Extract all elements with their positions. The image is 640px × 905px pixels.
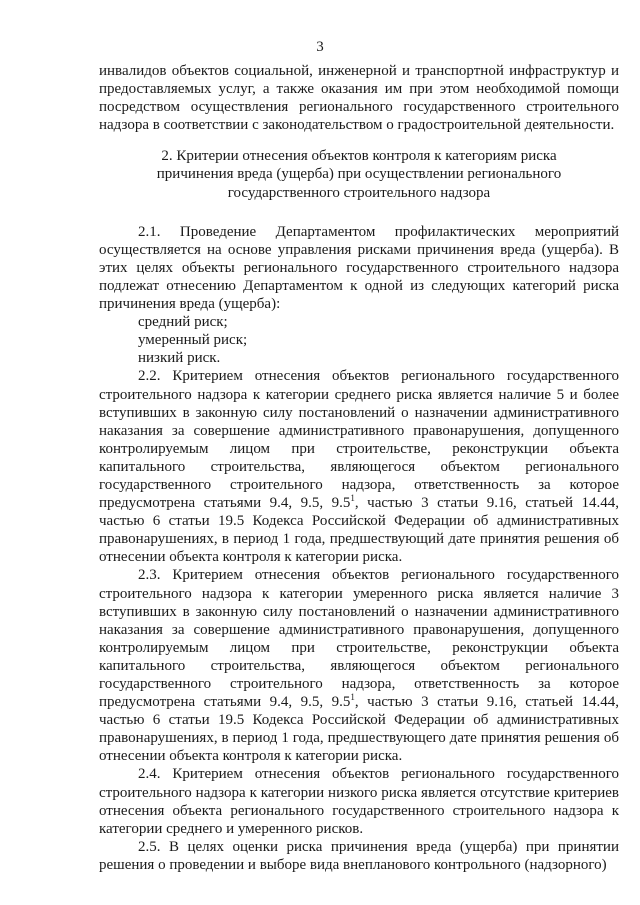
- risk-category-moderate: умеренный риск;: [138, 332, 248, 349]
- page-number: 3: [316, 39, 324, 55]
- intro-paragraph: инвалидов объектов социальной, инженерной и транспортной инфраструктур и предоставляемых услуг, а также оказания им при этом необходимой помощи посредством осуществления регионального государственного строительного надзора в соответствии с законодательством о градостроительной деятельности.: [99, 63, 619, 134]
- paragraph-2-1: 2.1. Проведение Департаментом профилактических мероприятий осуществляется на основе управления рисками причинения вреда (ущерба). В этих целях объекты регионального государственного строительного надзора подлежат отнесению Департаментом к одной из следующих категорий риска причинения вреда (ущерба):: [99, 223, 619, 313]
- section-heading-line-1: 2. Критерии отнесения объектов контроля к категориям риска: [161, 148, 557, 165]
- paragraph-2-3-text-a: 2.3. Критерием отнесения объектов регионального государственного строительного надзора к категории умеренного риска является наличие 3 вступивших в законную силу постановлений о назначении административного наказания за совершение административного правонарушения, допущенного контролируемым лицом при строительстве, реконструкции объекта капитального строительства, являющегося объектом регионального государственного строительного надзора, ответственность за которое предусмотрена статьями 9.4, 9.5, 9.5: [99, 567, 619, 711]
- paragraph-2-2-text-a: 2.2. Критерием отнесения объектов регионального государственного строительного надзора к категории среднего риска является наличие 5 и более вступивших в законную силу постановлений о назначении административного наказания за совершение административного правонарушения, допущенного контролируемым лицом при строительстве, реконструкции объекта капитального строительства, являющегося объектом регионального государственного строительного надзора, ответственность за которое предусмотрена статьями 9.4, 9.5, 9.5: [99, 368, 619, 512]
- paragraph-2-2: [99, 367, 619, 566]
- superscript-article-number: 1: [350, 493, 355, 504]
- section-heading: [99, 147, 619, 201]
- paragraph-2-4: 2.4. Критерием отнесения объектов регионального государственного строительного надзора к категории низкого риска является отсутствие критериев отнесения объекта регионального государственного строительного надзора к категории среднего и умеренного рисков.: [99, 766, 619, 837]
- superscript-article-number: 1: [350, 692, 355, 703]
- section-heading-line-3: государственного строительного надзора: [227, 184, 491, 201]
- risk-category-low: низкий риск.: [138, 350, 221, 367]
- paragraph-2-3-text-b: , частью 3 статьи 9.16, статьей 14.44, частью 6 статьи 19.5 Кодекса Российской Федерации об административных правонарушениях, в период 1 года, предшествующего дате принятия решения об отнесении объекта контроля к категории риска.: [99, 694, 620, 765]
- paragraph-2-3: [99, 566, 619, 765]
- section-heading-line-2: причинения вреда (ущерба) при осуществлении регионального: [156, 166, 562, 183]
- paragraph-2-2-text-b: , частью 3 статьи 9.16, статьей 14.44, частью 6 статьи 19.5 Кодекса Российской Федерации об административных правонарушениях, в период 1 года, предшествующий дате принятия решения об отнесении объекта контроля к категории риска.: [99, 495, 620, 566]
- paragraph-2-5: 2.5. В целях оценки риска причинения вреда (ущерба) при принятии решения о проведении и выборе вида внепланового контрольного (надзорного): [99, 838, 619, 873]
- document-body: [99, 62, 619, 874]
- risk-category-medium: средний риск;: [138, 314, 228, 331]
